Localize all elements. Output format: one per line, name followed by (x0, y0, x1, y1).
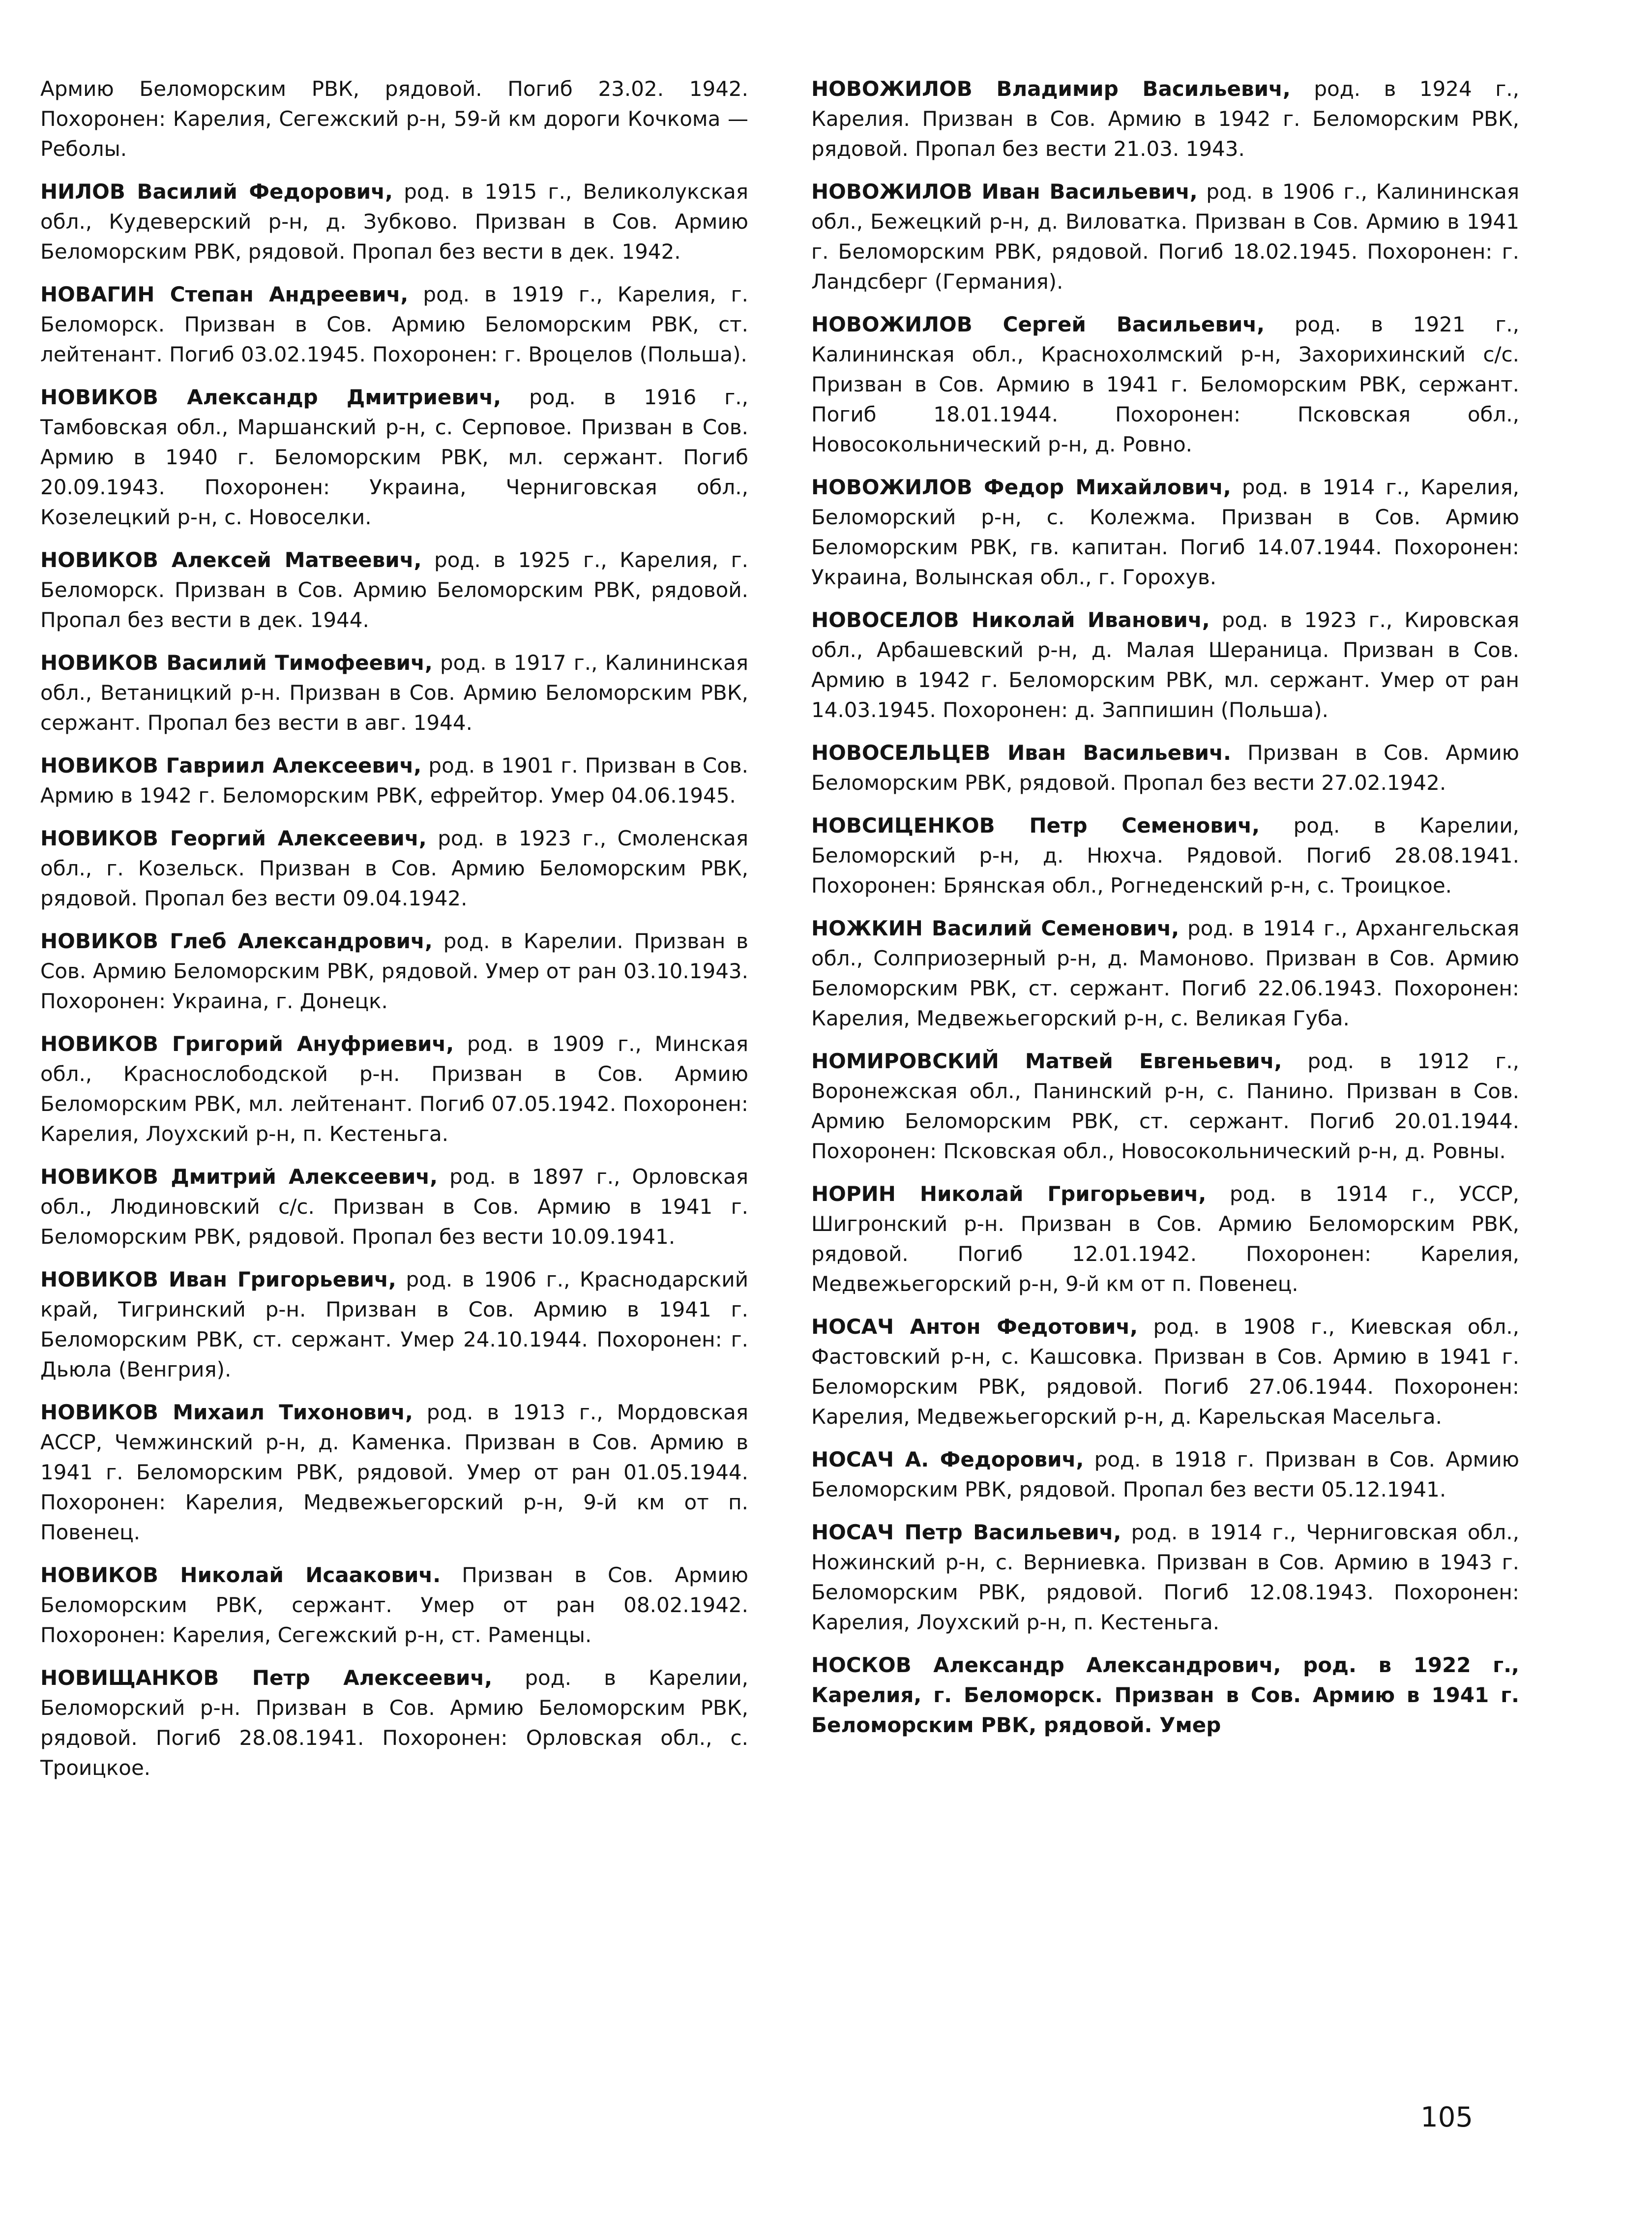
entry-name: НОСАЧ А. Федорович, (811, 1447, 1084, 1471)
memorial-entry (40, 823, 748, 913)
entry-name: НОРИН Николай Григорьевич, (811, 1182, 1207, 1206)
entry-name: НОВИКОВ Василий Тимофеевич, (40, 651, 433, 675)
memorial-entry (811, 472, 1519, 592)
entry-name: НОВОСЕЛОВ Николай Иванович, (811, 608, 1210, 632)
entry-text: род. в 1908 г., Киевская обл., Фастовский р-н, с. Кашсовка. Призван в Сов. Армию в 1941 г. Беломорским РВК, рядовой. Погиб 27.06.1944. Похоронен: Карелия, Медвежьегорский р-н, д. Карельская Масельга. (811, 1315, 1519, 1429)
entry-text: род. в 1914 г., УССР, Шигронский р-н. Призван в Сов. Армию Беломорским РВК, рядовой. Погиб 12.01.1942. Похоронен: Карелия, Медвежьегорский р-н, 9-й км от п. Повенец. (811, 1182, 1519, 1296)
entry-text: род. в 1921 г., Калининская обл., Краснохолмский р-н, Захорихинский с/с. Призван в Сов. Армию в 1941 г. Беломорским РВК, сержант. Погиб 18.01.1944. Похоронен: Псковская обл., Новосокольнический р-н, д. Ровно. (811, 312, 1519, 456)
entry-name: НОВИКОВ Георгий Алексеевич, (40, 826, 427, 850)
entry-text: род. в Карелии. Призван в Сов. Армию Беломорским РВК, рядовой. Умер от ран 03.10.1943. Похоронен: Украина, г. Донецк. (40, 929, 749, 1013)
entry-name: НОВИКОВ Михаил Тихонович, (40, 1400, 413, 1424)
entry-name: НОВОЖИЛОВ Владимир Васильевич, (811, 77, 1291, 101)
entry-text: род. в 1914 г., Архангельская обл., Солприозерный р-н, д. Мамоново. Призван в Сов. Армию Беломорским РВК, ст. сержант. Погиб 22.06.1943. Похоронен: Карелия, Медвежьегорский р-н, с. Великая Губа. (811, 916, 1519, 1030)
memorial-entry (40, 74, 748, 164)
memorial-entry (811, 1179, 1519, 1299)
memorial-entry (40, 1162, 748, 1252)
memorial-entry (40, 926, 748, 1016)
entry-text: род. в 1919 г., Карелия, г. Беломорск. Призван в Сов. Армию Беломорским РВК, ст. лейтенант. Погиб 03.02.1945. Похоронен: г. Вроцелов (Польша). (40, 282, 748, 366)
entry-text: род. в 1914 г., Черниговская обл., Ножинский р-н, с. Верниевка. Призван в Сов. Армию в 1943 г. Беломорским РВК, рядовой. Погиб 12.08.1943. Похоронен: Карелия, Лоухский р-н, п. Кестеньга. (811, 1520, 1519, 1634)
entry-text: род. в 1916 г., Тамбовская обл., Маршанский р-н, с. Серповое. Призван в Сов. Армию в 1940 г. Беломорским РВК, мл. сержант. Погиб 20.09.1943. Похоронен: Украина, Черниговская обл., Козелецкий р-н, с. Новоселки. (40, 385, 749, 529)
entry-name: НОСКОВ Александр Александрович, (811, 1653, 1281, 1677)
entry-text: род. в 1925 г., Карелия, г. Беломорск. Призван в Сов. Армию Беломорским РВК, рядовой. Пропал без вести в дек. 1944. (40, 548, 748, 632)
memorial-entry (811, 1312, 1519, 1432)
entry-text: род. в 1923 г., Смоленская обл., г. Козельск. Призван в Сов. Армию Беломорским РВК, рядовой. Пропал без вести 09.04.1942. (40, 826, 748, 910)
entry-text: род. в 1917 г., Калининская обл., Ветаницкий р-н. Призван в Сов. Армию Беломорским РВК, сержант. Пропал без вести в авг. 1944. (40, 651, 749, 735)
entry-text: род. в 1912 г., Воронежская обл., Панинский р-н, с. Панино. Призван в Сов. Армию Беломорским РВК, ст. сержант. Погиб 20.01.1944. Похоронен: Псковская обл., Новосокольнический р-н, д. Ровны. (811, 1049, 1519, 1163)
entry-name: НОВСИЦЕНКОВ Петр Семенович, (811, 813, 1260, 838)
entry-name: НОМИРОВСКИЙ Матвей Евгеньевич, (811, 1049, 1282, 1073)
entry-name: НОВОЖИЛОВ Федор Михайлович, (811, 475, 1231, 499)
memorial-entry (811, 1650, 1519, 1740)
entry-text: род. в 1901 г. Призван в Сов. Армию в 1942 г. Беломорским РВК, ефрейтор. Умер 04.06.1945. (40, 753, 748, 808)
entry-text: род. в 1897 г., Орловская обл., Людиновский с/с. Призван в Сов. Армию в 1941 г. Беломорским РВК, рядовой. Пропал без вести 10.09.1941. (40, 1165, 748, 1249)
entry-text: род. в Карелии, Беломорский р-н, д. Нюхча. Рядовой. Погиб 28.08.1941. Похоронен: Брянская обл., Рогнеденский р-н, с. Троицкое. (811, 813, 1519, 898)
entry-text: род. в 1909 г., Минская обл., Краснослободской р-н. Призван в Сов. Армию Беломорским РВК, мл. лейтенант. Погиб 07.05.1942. Похоронен: Карелия, Лоухский р-н, п. Кестеньга. (40, 1032, 748, 1146)
entry-text: Армию Беломорским РВК, рядовой. Погиб 23.02. 1942. Похоронен: Карелия, Сегежский р-н, 59-й км дороги Кочкома — Реболы. (40, 77, 748, 161)
memorial-entry (40, 750, 748, 810)
entry-text: род. в 1913 г., Мордовская АССР, Чемжинский р-н, д. Каменка. Призван в Сов. Армию в 1941 г. Беломорским РВК, рядовой. Умер от ран 01.05.1944. Похоронен: Карелия, Медвежьегорский р-н, 9-й км от п. Повенец. (40, 1400, 748, 1544)
memorial-entry (811, 738, 1519, 798)
entry-text: род. в 1915 г., Великолукская обл., Кудеверский р-н, д. Зубково. Призван в Сов. Армию Беломорским РВК, рядовой. Пропал без вести в дек. 1942. (40, 180, 748, 264)
entry-name: НОВАГИН Степан Андреевич, (40, 282, 409, 306)
entry-name: НОВОЖИЛОВ Сергей Васильевич, (811, 312, 1265, 336)
entry-name: НОВИКОВ Дмитрий Алексеевич, (40, 1165, 438, 1189)
entry-text: род. в Карелии, Беломорский р-н. Призван в Сов. Армию Беломорским РВК, рядовой. Погиб 28.08.1941. Похоронен: Орловская обл., с. Троицкое. (40, 1666, 748, 1780)
entry-name: НОСАЧ Петр Васильевич, (811, 1520, 1121, 1544)
entry-name: НОВОСЕЛЬЦЕВ Иван Васильевич. (811, 741, 1231, 765)
memorial-entry (40, 1560, 748, 1650)
memorial-entry (811, 1444, 1519, 1504)
entry-text: род. в 1918 г. Призван в Сов. Армию Беломорским РВК, рядовой. Пропал без вести 05.12.1941. (811, 1447, 1519, 1501)
memorial-entry (811, 810, 1519, 900)
memorial-entry (40, 1663, 748, 1783)
memorial-entry (811, 913, 1519, 1033)
entry-name: НОЖКИН Василий Семенович, (811, 916, 1180, 940)
entry-name: НОВИКОВ Гавриил Алексеевич, (40, 753, 422, 778)
entry-text: род. в 1914 г., Карелия, Беломорский р-н, с. Колежма. Призван в Сов. Армию Беломорским РВК, гв. капитан. Погиб 14.07.1944. Похоронен: Украина, Волынская обл., г. Горохув. (811, 475, 1520, 589)
entry-name: НОВИКОВ Алексей Матвеевич, (40, 548, 422, 572)
entry-name: НОВИКОВ Николай Исаакович. (40, 1563, 441, 1587)
entry-name: НОВИЩАНКОВ Петр Алексеевич, (40, 1666, 493, 1690)
memorial-entry (811, 177, 1519, 297)
entry-text: род. в 1906 г., Калининская обл., Бежецкий р-н, д. Виловатка. Призван в Сов. Армию в 1941 г. Беломорским РВК, рядовой. Погиб 18.02.1945. Похоронен: г. Ландсберг (Германия). (811, 180, 1520, 294)
memorial-entry (811, 74, 1519, 164)
memorial-entry (40, 177, 748, 267)
entry-name: НОВОЖИЛОВ Иван Васильевич, (811, 180, 1198, 204)
memorial-entry (40, 1264, 748, 1384)
entry-name: НИЛОВ Василий Федорович, (40, 180, 393, 204)
entry-name: НОВИКОВ Григорий Ануфриевич, (40, 1032, 454, 1056)
entry-text: Призван в Сов. Армию Беломорским РВК, сержант. Умер от ран 08.02.1942. Похоронен: Карелия, Сегежский р-н, ст. Раменцы. (40, 1563, 748, 1647)
memorial-entry (811, 1046, 1519, 1166)
memorial-entry (811, 309, 1519, 459)
entry-text: род. в 1906 г., Краснодарский край, Тигринский р-н. Призван в Сов. Армию в 1941 г. Беломорским РВК, ст. сержант. Умер 24.10.1944. Похоронен: г. Дьюла (Венгрия). (40, 1267, 749, 1381)
entry-name: НОВИКОВ Глеб Александрович, (40, 929, 433, 953)
page-number: 105 (1420, 2101, 1473, 2133)
memorial-entry (40, 382, 748, 532)
entry-text: род. в 1922 г., Карелия, г. Беломорск. Призван в Сов. Армию в 1941 г. Беломорским РВК, рядовой. Умер (811, 1653, 1519, 1737)
memorial-entry (40, 1397, 748, 1547)
memorial-entry (40, 648, 748, 738)
right-column (811, 74, 1519, 1753)
memorial-entry (811, 605, 1519, 725)
memorial-entry (40, 1029, 748, 1149)
entry-text: род. в 1924 г., Карелия. Призван в Сов. Армию в 1942 г. Беломорским РВК, рядовой. Пропал без вести 21.03. 1943. (811, 77, 1519, 161)
left-column (40, 74, 748, 1796)
memorial-entry (811, 1517, 1519, 1637)
memorial-entry (40, 545, 748, 635)
entry-name: НОВИКОВ Иван Григорьевич, (40, 1267, 396, 1291)
entry-name: НОВИКОВ Александр Дмитриевич, (40, 385, 502, 409)
entry-text: род. в 1923 г., Кировская обл., Арбашевский р-н, д. Малая Шераница. Призван в Сов. Армию в 1942 г. Беломорским РВК, мл. сержант. Умер от ран 14.03.1945. Похоронен: д. Заппишин (Польша). (811, 608, 1520, 722)
entry-name: НОСАЧ Антон Федотович, (811, 1315, 1138, 1339)
memorial-entry (40, 279, 748, 369)
entry-text: Призван в Сов. Армию Беломорским РВК, рядовой. Пропал без вести 27.02.1942. (811, 741, 1519, 795)
